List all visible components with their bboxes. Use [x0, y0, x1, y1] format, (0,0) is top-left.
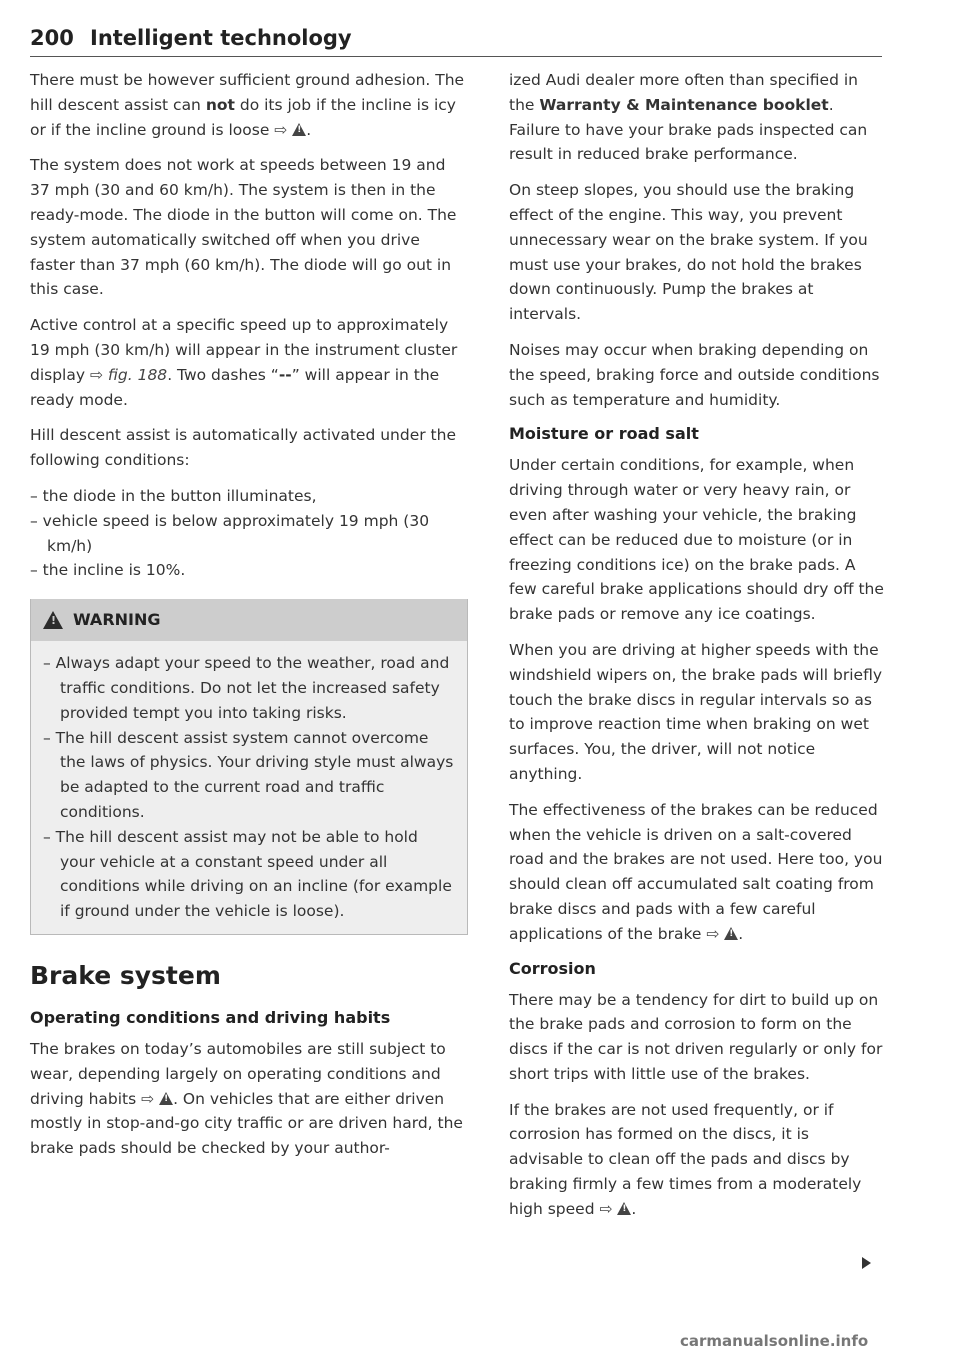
- cross-reference[interactable]: ⇨: [141, 1089, 155, 1108]
- warning-item: – The hill descent assist may not be able to hold your vehicle at a constant speed under all conditions while driving on an incline (for example if ground under the vehicle is loose).: [43, 827, 452, 921]
- conditions-list: [30, 484, 466, 583]
- warning-header: [31, 599, 467, 641]
- warning-icon: [724, 927, 738, 940]
- cross-reference[interactable]: ⇨: [599, 1199, 613, 1218]
- section-title: Intelligent technology: [90, 26, 352, 50]
- paragraph: Under certain conditions, for example, when driving through water or very heavy rain, or even after washing your vehicle, the braking effect can be reduced due to moisture (or in freezing conditions ice) on the brake pads. A few careful brake applications should dry off the brake pads or remove any ice coatings.: [509, 456, 884, 624]
- paragraph: There must be however sufficient ground adhesion. The hill descent assist can not do its job if the incline is icy or if the incline ground is loose ⇨ ! .: [30, 68, 466, 142]
- paragraph: There may be a tendency for dirt to build up on the brake pads and corrosion to form on the discs if the car is not driven regularly or only for short trips with little use of the brakes.: [509, 990, 883, 1083]
- warning-icon: [159, 1092, 173, 1105]
- paragraph: Active control at a specific speed up to approximately 19 mph (30 km/h) will appear in the instrument cluster display ⇨ fig. 188. Two dashes “--” will appear in the ready mode.: [30, 316, 458, 409]
- page-header: [30, 22, 882, 57]
- paragraph: The brakes on today’s automobiles are still subject to wear, depending largely on operating conditions and driving habits ⇨ ! . On vehicles that are either driven mostly in stop-and-go city traffic or are driven hard, the brake pads should be checked by your author-: [30, 1037, 466, 1161]
- warning-list: [31, 641, 467, 934]
- warning-item: – The hill descent assist system cannot overcome the laws of physics. Your driving style must always be adapted to the current road and traffic conditions.: [43, 728, 454, 821]
- cross-reference[interactable]: ⇨: [274, 120, 288, 139]
- warning-item: – Always adapt your speed to the weather, road and traffic conditions. Do not let the increased safety provided tempt you into taking risks.: [43, 654, 450, 722]
- warning-title: WARNING: [73, 609, 161, 629]
- figure-reference[interactable]: ⇨ fig. 188: [89, 365, 168, 384]
- operating-conditions-heading: Operating conditions and driving habits: [30, 1007, 391, 1027]
- paragraph: The effectiveness of the brakes can be reduced when the vehicle is driven on a salt-covered road and the brakes are not used. Here too, you should clean off accumulated salt coating from brake discs and pads with a few careful applications of the brake ⇨ ! .: [509, 798, 885, 947]
- warning-box: [30, 599, 468, 935]
- footer-watermark: carmanualsonline.info: [680, 1332, 869, 1350]
- moisture-heading: Moisture or road salt: [509, 424, 699, 444]
- brake-system-heading: Brake system: [30, 960, 221, 990]
- page-number: 200: [30, 26, 74, 50]
- paragraph: The system does not work at speeds between 19 and 37 mph (30 and 60 km/h). The system is then in the ready-mode. The diode in the button will come on. The system automatically switched off when you drive faster than 37 mph (60 km/h). The diode will go out in this case.: [30, 156, 457, 299]
- paragraph: Hill descent assist is automatically activated under the following conditions:: [30, 426, 456, 470]
- paragraph: If the brakes are not used frequently, or if corrosion has formed on the discs, it is advisable to clean off the pads and discs by braking firmly a few times from a moderately high speed ⇨ ! .: [509, 1098, 885, 1222]
- cross-reference[interactable]: ⇨: [706, 924, 720, 943]
- right-column: [509, 68, 885, 1233]
- continue-arrow-icon: [862, 1257, 871, 1269]
- list-item: – the incline is 10%.: [30, 561, 186, 580]
- paragraph: Noises may occur when braking depending on the speed, braking force and outside conditions such as temperature and humidity.: [509, 340, 880, 409]
- warning-triangle-icon: [43, 611, 63, 629]
- warning-icon: [617, 1202, 631, 1215]
- paragraph: On steep slopes, you should use the braking effect of the engine. This way, you prevent unnecessary wear on the brake system. If you must use your brakes, do not hold the brakes down continuously. Pump the brakes at intervals.: [509, 181, 868, 324]
- list-item: – vehicle speed is below approximately 19 mph (30 km/h): [30, 511, 430, 555]
- paragraph: When you are driving at higher speeds with the windshield wipers on, the brake pads will briefly touch the brake discs in regular intervals so as to improve reaction time when braking on wet surfaces. You, the driver, will not notice anything.: [509, 640, 883, 783]
- warning-icon: [292, 123, 306, 136]
- list-item: – the diode in the button illuminates,: [30, 486, 317, 505]
- paragraph: ized Audi dealer more often than specified in the Warranty & Maintenance booklet. Failure to have your brake pads inspected can result in reduced brake performance.: [509, 71, 868, 164]
- left-column: [30, 68, 466, 1172]
- corrosion-heading: Corrosion: [509, 958, 596, 978]
